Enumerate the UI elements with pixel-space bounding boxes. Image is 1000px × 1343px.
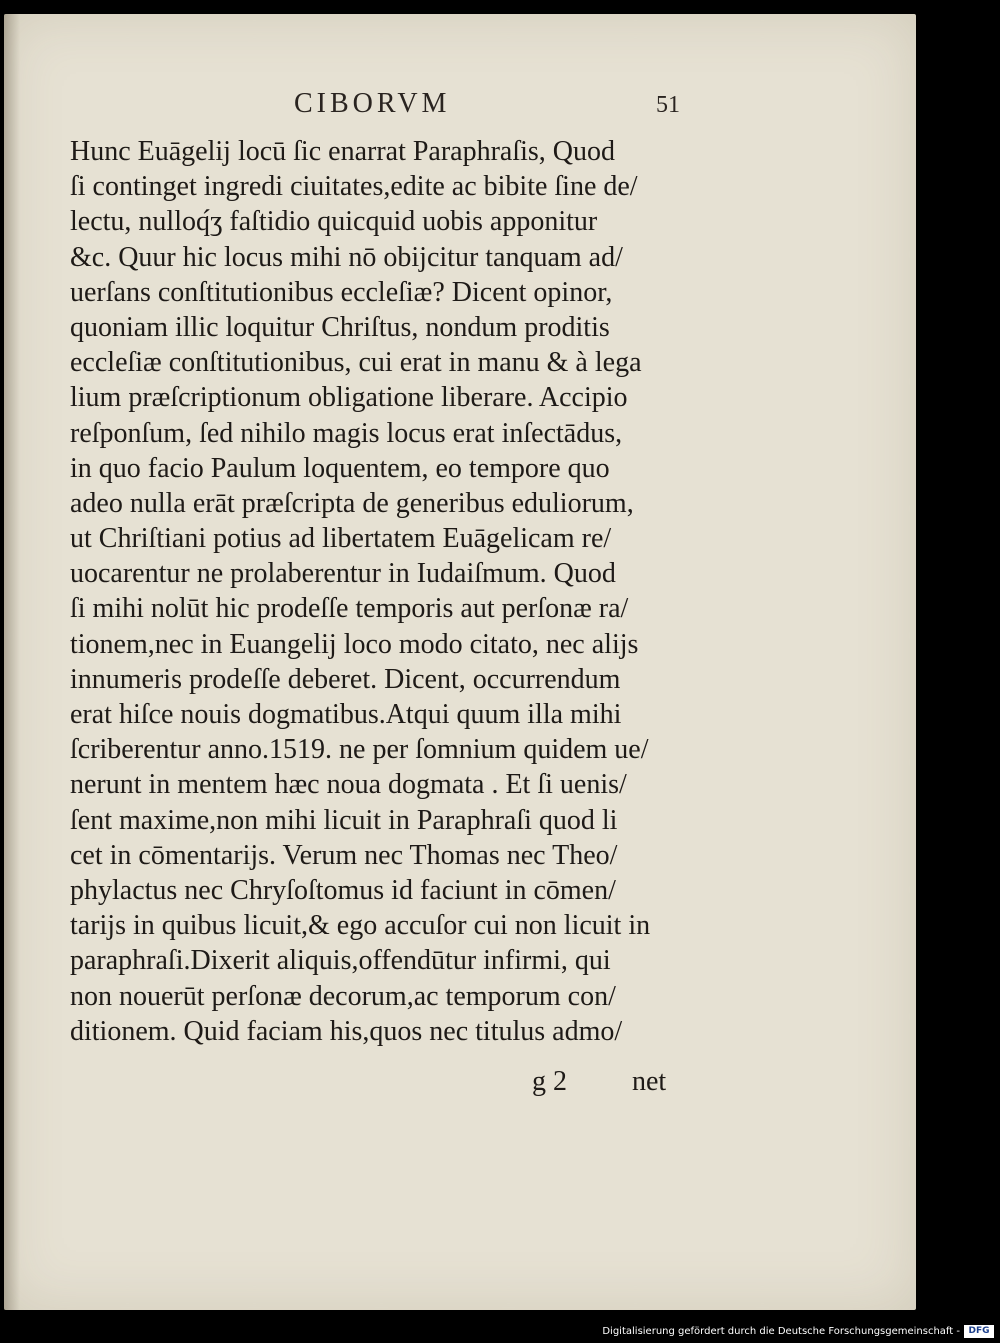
text-line: erat hiſce nouis dogmatibus.Atqui quum illa mihi <box>70 699 622 730</box>
text-line: lectu, nulloq́ʒ faſtidio quicquid uobis apponitur <box>70 206 598 238</box>
text-line: Hunc Euāgelij locū ſic enarrat Paraphraſis, Quod <box>70 136 616 167</box>
text-line: ut Chriſtiani potius ad libertatem Euāgelicam re/ <box>70 523 612 555</box>
dfg-logo-icon: DFG <box>964 1325 994 1338</box>
text-line: in quo facio Paulum loquentem, eo tempore quo <box>70 452 610 484</box>
text-line: adeo nulla erāt præſcripta de generibus eduliorum, <box>70 487 634 519</box>
text-line: ſcriberentur anno.1519. ne per ſomnium quidem ue/ <box>70 734 649 766</box>
book-page <box>4 14 916 1310</box>
text-line: quoniam illic loquitur Chriſtus, nondum proditis <box>70 311 610 343</box>
signature-mark: g 2 <box>532 1066 567 1097</box>
text-line: tarijs in quibus licuit,& ego accuſor cui non licuit in <box>70 910 651 942</box>
text-line: ditionem. Quid faciam his,quos nec titulus admo/ <box>70 1015 623 1047</box>
text-line: &c. Quur hic locus mihi nō obijcitur tanquam ad/ <box>70 241 623 273</box>
text-line: uerſans conſtitutionibus eccleſiæ? Dicent opinor, <box>70 276 613 308</box>
text-line: ſi mihi nolūt hic prodeſſe temporis aut perſonæ ra/ <box>70 593 629 625</box>
text-line: uocarentur ne prolaberentur in Iudaiſmum. Quod <box>70 558 616 590</box>
text-line: eccleſiæ conſtitutionibus, cui erat in manu & à lega <box>70 347 642 379</box>
text-line: phylactus nec Chryſoſtomus id faciunt in cōmen/ <box>70 874 616 906</box>
body-text <box>70 134 685 1049</box>
text-line: tionem,nec in Euangelij loco modo citato, nec alijs <box>70 628 639 660</box>
page-number: 51 <box>656 92 680 118</box>
text-line: lium præſcriptionum obligatione liberare. Accipio <box>70 382 628 414</box>
text-line: ſent maxime,non mihi licuit in Paraphraſi quod li <box>70 804 618 836</box>
text-line: paraphraſi.Dixerit aliquis,offendūtur infirmi, qui <box>70 945 611 977</box>
text-line: ſi continget ingredi ciuitates,edite ac bibite ſine de/ <box>70 171 638 203</box>
text-line: nerunt in mentem hæc noua dogmata . Et ſi uenis/ <box>70 769 627 801</box>
text-line: non nouerūt perſonæ decorum,ac temporum con/ <box>70 980 616 1012</box>
text-line: reſponſum, ſed nihilo magis locus erat inſectādus, <box>70 417 623 449</box>
funding-credit: Digitalisierung gefördert durch die Deutsche Forschungsgemeinschaft - <box>602 1326 960 1337</box>
catchword: net <box>632 1066 667 1097</box>
running-head: CIBORVM <box>294 88 451 119</box>
text-line: cet in cōmentarijs. Verum nec Thomas nec Theo/ <box>70 839 618 871</box>
text-line: innumeris prodeſſe deberet. Dicent, occurrendum <box>70 663 621 695</box>
